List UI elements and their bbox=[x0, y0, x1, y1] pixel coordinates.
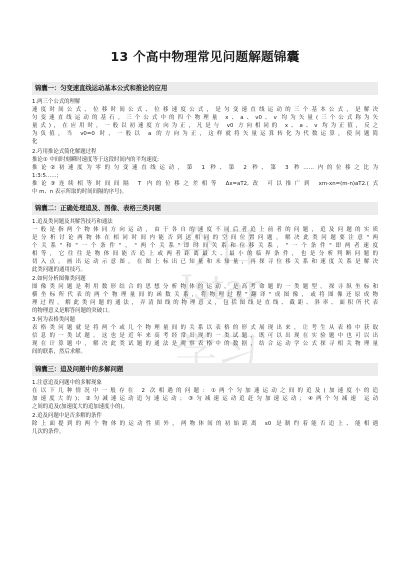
text-line: 图像类问题是利用数形结合的思想分析物体的运动，是高考命题的一类题型。探寻纵坐标和 bbox=[32, 284, 378, 290]
text-line: 横坐标所代表的两个物理量间的函数关系，将物理过程"翻译"成图像，或将图像还原成物 bbox=[32, 292, 378, 298]
text-line: 为负值，当 v0=0 时，一般以 a 的方向为正，这样就将矢量运算转化为代数运算，使问题简 bbox=[32, 131, 378, 137]
text-line: 化 bbox=[32, 139, 38, 145]
section-heading: 锦囊一：匀变速直线运动基本公式和推论的应用 bbox=[32, 82, 378, 95]
text-line: 间的联系，然后求解。 bbox=[32, 349, 86, 355]
text-line: 理过程。解此类问题的通法，弄清图线的物理意义，包括图线是直线、截距、斜率、面积所代表 bbox=[32, 300, 378, 306]
text-line: 个关系"和"一个条件"，"两个关系"即时间关系和位移关系，"一个条件"即两者速度 bbox=[32, 243, 378, 249]
text-line: 推论③连续相等时间间隔 T 内的位移之差相等 Δx=aT2,改 可以推广到 xm-xn=(m-n)aT2.(式 bbox=[32, 181, 378, 187]
section-heading: 锦囊二：正确处理追及、图像、表格三类问题 bbox=[32, 202, 378, 215]
text-line: 中 m、n 表示所取的时间间隔的序号)。 bbox=[32, 189, 128, 195]
section-heading: 锦囊三：追及问题中的多解问题 bbox=[32, 363, 378, 376]
text-line: 速度时间公式、位移时间公式、位移速度公式，是匀变速直线运动的三个基本公式，是解决 bbox=[32, 107, 378, 113]
text-line: 2.如何分析图像类问题 bbox=[32, 276, 86, 282]
text-line: 加速度大的)；②匀减速运动追匀速运动；③匀减速运动追赶匀加速运动；④两个匀减速 运动 bbox=[32, 396, 378, 402]
text-line: 在以下几种情况中一般存在 2 次相遇的问题：①两个匀加速运动之间的追及(加速度小的追 bbox=[32, 388, 378, 394]
text-line: 1.两三个公式的理解 bbox=[32, 99, 81, 105]
text-line: 一般是指两个物体同方向运动，由于各自的速度不同后者追上前者的问题，追及问题的实质 bbox=[32, 227, 378, 233]
text-line: 1:3:5……; bbox=[32, 173, 59, 179]
text-line: 几次的条件。 bbox=[32, 429, 65, 435]
text-line: 表格类问题就是将两个或几个物理量间的关系以表格的形式展现出来，让考生从表格中获取 bbox=[32, 325, 378, 331]
text-line: 匀变速直线运动的基石。三个公式中的四个物理量 x、a、v0、v 均为矢量(三个公式称为矢 bbox=[32, 115, 378, 121]
document-title: 13 个高中物理常见问题解题锦囊 bbox=[110, 49, 300, 64]
watermark-text: 今日 bbox=[175, 223, 260, 272]
watermark-text-2: 学习 bbox=[175, 328, 260, 377]
text-line: 量式)，在应用时，一般以初速度方向为正，凡是与 v0 方向相同的 x、a、v 均为正值，反之 bbox=[32, 123, 378, 129]
text-line: 3.何为表格类问题 bbox=[32, 317, 75, 323]
text-line: 1.注意追及问题中的多解现象 bbox=[32, 380, 102, 386]
text-line: 之间的追及(加速度大的追加速度小的)。 bbox=[32, 404, 128, 410]
text-line: 切入点。画出运动示意图，在图上标出已知量和未知量，再探寻位移关系和速度关系是解决 bbox=[32, 259, 378, 265]
text-line: 此类问题的通用技巧。 bbox=[32, 267, 86, 273]
text-line: 现在计算题中，解决此类试题的通法是观察表格中的数据，结合运动学公式探寻相关物理量 bbox=[32, 341, 378, 347]
text-line: 相等，它往往是物体间能否追上或两者距离最大、最小的临界条件，也是分析判断问题的 bbox=[32, 251, 378, 257]
text-line: 推论②初速度为零的匀变速直线运动，第 1 秒、第 2 秒、第 3 秒……内的位移之比为 bbox=[32, 165, 378, 171]
text-line: 除上面提到的两个物体的运动性质外，两物体间的初始距离 s0 是制约着能否追上、能相遇 bbox=[32, 421, 378, 427]
text-line: 是分析讨论两物体在相同时间内能否到达相同的空间位置问题。解决此类问题要注意"两 bbox=[32, 235, 378, 241]
text-line: 推论① 中间时刻瞬时速度等于这段时间内的平均速度; bbox=[32, 157, 159, 163]
text-line: 2.追及问题中是否多解的条件 bbox=[32, 413, 102, 419]
text-line: 2.巧用推论式简化解题过程 bbox=[32, 149, 97, 155]
text-line: 信息的一类试题。这也是近年来高考经常出现的一类试题，既可以出现在实验题中也可以出 bbox=[32, 333, 378, 339]
text-line: 1.追及类问题及其解答技巧和通法 bbox=[32, 219, 113, 225]
text-line: 的物理意义是解答问题的突破口。 bbox=[32, 308, 113, 314]
watermark-text-en: Istar bbox=[180, 268, 262, 308]
